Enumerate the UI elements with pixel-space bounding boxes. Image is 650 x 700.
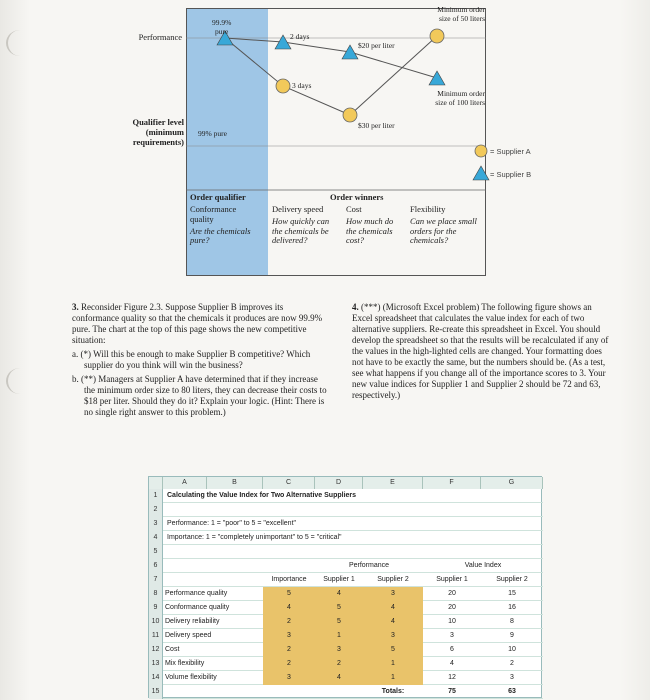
total-supplier-2: 63 xyxy=(508,688,516,695)
supplier-a-flexibility-point xyxy=(430,29,444,43)
row-number[interactable]: 10 xyxy=(149,615,163,629)
question-4: 4. (***) (Microsoft Excel problem) The following figure shows an Excel spreadsheet that calculates the value index for each of two alternative suppliers. Re-create this spreadsheet in Excel. You should develop the spreadsheet so that the results will be recalculated if any of the values in the high-lighted cells are changed. Your formatting does not have to be exactly the same, but the numbers should be. (As a test, see what happens if you change all of the importance scores to 3. Your new value indices for Supplier 1 and Supplier 2 should be 72 and 63, respectively.) xyxy=(352,302,609,400)
criterion-label: Delivery speed xyxy=(165,632,212,639)
corner-cell xyxy=(149,477,163,489)
row-number[interactable]: 5 xyxy=(149,545,163,559)
supplier-profile-chart xyxy=(0,0,650,290)
performance-header: Performance xyxy=(348,562,390,569)
importance-cell[interactable]: 3 xyxy=(263,629,315,643)
criterion-label: Cost xyxy=(165,646,180,653)
row-number[interactable]: 7 xyxy=(149,573,163,587)
importance-scale-note: Importance: 1 = "completely unimportant" to 5 = "critical" xyxy=(167,534,342,541)
total-supplier-1: 75 xyxy=(448,688,456,695)
column-subheader: Supplier 1 xyxy=(436,576,468,583)
order-winners-title: Order winners xyxy=(330,192,384,202)
sheet-row xyxy=(149,671,543,685)
row-number[interactable]: 3 xyxy=(149,517,163,531)
supplier-1-value-cell: 4 xyxy=(450,660,454,667)
supplier-b-cost-point xyxy=(342,45,358,59)
value-index-header: Value Index xyxy=(464,562,502,569)
supplier-1-score-cell[interactable]: 3 xyxy=(315,643,363,657)
supplier-2-score-cell[interactable]: 3 xyxy=(363,587,423,601)
supplier-1-value-cell: 12 xyxy=(448,674,456,681)
sheet-row xyxy=(149,489,543,503)
column-conformance: Conformance quality Are the chemicals pure? xyxy=(190,204,251,246)
sheet-row xyxy=(149,573,543,587)
three-days-label: 3 days xyxy=(292,81,312,90)
column-cost: Cost How much do the chemicals cost? xyxy=(346,204,394,246)
col-header-c[interactable]: C xyxy=(263,477,315,489)
col-header-e[interactable]: E xyxy=(363,477,423,489)
supplier-2-value-cell: 9 xyxy=(510,632,514,639)
column-delivery-speed: Delivery speed How quickly can the chemicals be delivered? xyxy=(272,204,330,246)
criterion-label: Delivery reliability xyxy=(165,618,220,625)
min-order-50-label: Minimum order size of 50 liters xyxy=(437,5,485,23)
row-number[interactable]: 9 xyxy=(149,601,163,615)
quality-top-label-2: pure xyxy=(215,27,229,36)
supplier-1-value-cell: 20 xyxy=(448,604,456,611)
supplier-1-value-cell: 3 xyxy=(450,632,454,639)
excel-spreadsheet xyxy=(148,476,542,698)
supplier-1-score-cell[interactable]: 5 xyxy=(315,615,363,629)
supplier-1-score-cell[interactable]: 5 xyxy=(315,601,363,615)
binding-curl xyxy=(6,368,34,394)
supplier-a-cost-point xyxy=(343,108,357,122)
column-subheader: Importance xyxy=(271,576,307,583)
supplier-1-score-cell[interactable]: 4 xyxy=(315,671,363,685)
sheet-row xyxy=(149,503,543,517)
supplier-1-value-cell: 10 xyxy=(448,618,456,625)
supplier-a-delivery-point xyxy=(276,79,290,93)
column-subheader: Supplier 1 xyxy=(323,576,355,583)
row-number[interactable]: 6 xyxy=(149,559,163,573)
performance-scale-note: Performance: 1 = "poor" to 5 = "excellent" xyxy=(167,520,297,527)
col-header-f[interactable]: F xyxy=(423,477,481,489)
supplier-2-score-cell[interactable]: 1 xyxy=(363,657,423,671)
row-number[interactable]: 1 xyxy=(149,489,163,503)
supplier-2-score-cell[interactable]: 3 xyxy=(363,629,423,643)
supplier-1-score-cell[interactable]: 4 xyxy=(315,587,363,601)
col-header-g[interactable]: G xyxy=(481,477,543,489)
supplier-2-score-cell[interactable]: 4 xyxy=(363,615,423,629)
sheet-row xyxy=(149,531,543,545)
supplier-1-value-cell: 6 xyxy=(450,646,454,653)
qualifier-level-label: Qualifier level (minimum requirements) xyxy=(132,117,184,147)
sheet-row xyxy=(149,629,543,643)
legend-supplier-b: = Supplier B xyxy=(490,170,532,179)
sheet-row xyxy=(149,587,543,601)
row-number[interactable]: 8 xyxy=(149,587,163,601)
criterion-label: Mix flexibility xyxy=(165,660,205,667)
supplier-2-value-cell: 2 xyxy=(510,660,514,667)
supplier-b-flexibility-point xyxy=(429,71,445,85)
supplier-2-score-cell[interactable]: 1 xyxy=(363,671,423,685)
sheet-title: Calculating the Value Index for Two Alternative Suppliers xyxy=(167,492,357,499)
supplier-1-score-cell[interactable]: 1 xyxy=(315,629,363,643)
performance-label: Performance xyxy=(138,32,182,42)
supplier-2-score-cell[interactable]: 5 xyxy=(363,643,423,657)
legend-circle-icon xyxy=(475,145,487,157)
row-number[interactable]: 15 xyxy=(149,685,163,699)
row-number[interactable]: 13 xyxy=(149,657,163,671)
col-header-a[interactable]: A xyxy=(163,477,207,489)
sheet-row xyxy=(149,559,543,573)
importance-cell[interactable]: 3 xyxy=(263,671,315,685)
sheet-row xyxy=(149,685,543,699)
col-header-b[interactable]: B xyxy=(207,477,263,489)
sheet-row xyxy=(149,615,543,629)
price-20-label: $20 per liter xyxy=(358,41,395,50)
supplier-2-value-cell: 3 xyxy=(510,674,514,681)
min-order-100-label: Minimum order size of 100 liters xyxy=(435,89,485,107)
question-3a: a. (*) Will this be enough to make Supplier B competitive? Which supplier do you think will win the business? xyxy=(72,348,311,370)
importance-cell[interactable]: 5 xyxy=(263,587,315,601)
supplier-b-line xyxy=(225,38,437,78)
row-number[interactable]: 4 xyxy=(149,531,163,545)
sheet-row xyxy=(149,545,543,559)
sheet-row xyxy=(149,517,543,531)
sheet-row xyxy=(149,643,543,657)
row-number[interactable]: 12 xyxy=(149,643,163,657)
supplier-2-value-cell: 15 xyxy=(508,590,516,597)
question-3b: b. (**) Managers at Supplier A have determined that if they increase the minimum order size to 80 liters, they can decrease their costs to $18 per liter. Should they do it? Explain your logic. (Hint: There is no single right answer to this problem.) xyxy=(72,373,327,417)
col-header-d[interactable]: D xyxy=(315,477,363,489)
legend-supplier-a: = Supplier A xyxy=(490,147,531,156)
importance-cell[interactable]: 2 xyxy=(263,615,315,629)
importance-cell[interactable]: 4 xyxy=(263,601,315,615)
order-qualifier-title: Order qualifier xyxy=(190,192,246,202)
supplier-2-value-cell: 10 xyxy=(508,646,516,653)
importance-cell[interactable]: 2 xyxy=(263,657,315,671)
supplier-2-value-cell: 16 xyxy=(508,604,516,611)
row-number[interactable]: 2 xyxy=(149,503,163,517)
supplier-1-value-cell: 20 xyxy=(448,590,456,597)
quality-min-label: 99% pure xyxy=(198,129,227,138)
legend-triangle-icon xyxy=(473,166,489,180)
totals-label: Totals: xyxy=(381,688,405,695)
supplier-1-score-cell[interactable]: 2 xyxy=(315,657,363,671)
sheet-row xyxy=(149,657,543,671)
criterion-label: Performance quality xyxy=(165,590,228,597)
column-subheader: Supplier 2 xyxy=(496,576,528,583)
row-number[interactable]: 14 xyxy=(149,671,163,685)
question-3: 3. Reconsider Figure 2.3. Suppose Supplier B improves its conformance quality so that the chemicals it produces are now 99.9% pure. The chart at the top of this page shows the new competitive situation: a. (*) Will this be enough to make Supplier B competitive? Which supplier do you think will win the business? b. (**) Managers at Supplier A have determined that if they increase the minimum order size to 80 liters, they can decrease their costs to $18 per liter. Should they do it? Explain your logic. (Hint: There is no single right answer to this problem.) xyxy=(72,302,330,421)
quality-top-label: 99.9% xyxy=(212,18,232,27)
price-30-label: $30 per liter xyxy=(358,121,395,130)
criterion-label: Conformance quality xyxy=(165,604,230,611)
criterion-label: Volume flexibility xyxy=(165,674,217,681)
two-days-label: 2 days xyxy=(290,32,310,41)
supplier-2-value-cell: 8 xyxy=(510,618,514,625)
row-number[interactable]: 11 xyxy=(149,629,163,643)
supplier-2-score-cell[interactable]: 4 xyxy=(363,601,423,615)
column-flexibility: Flexibility Can we place small orders for the chemicals? xyxy=(410,204,477,246)
sheet-row xyxy=(149,601,543,615)
column-subheader: Supplier 2 xyxy=(377,576,409,583)
importance-cell[interactable]: 2 xyxy=(263,643,315,657)
